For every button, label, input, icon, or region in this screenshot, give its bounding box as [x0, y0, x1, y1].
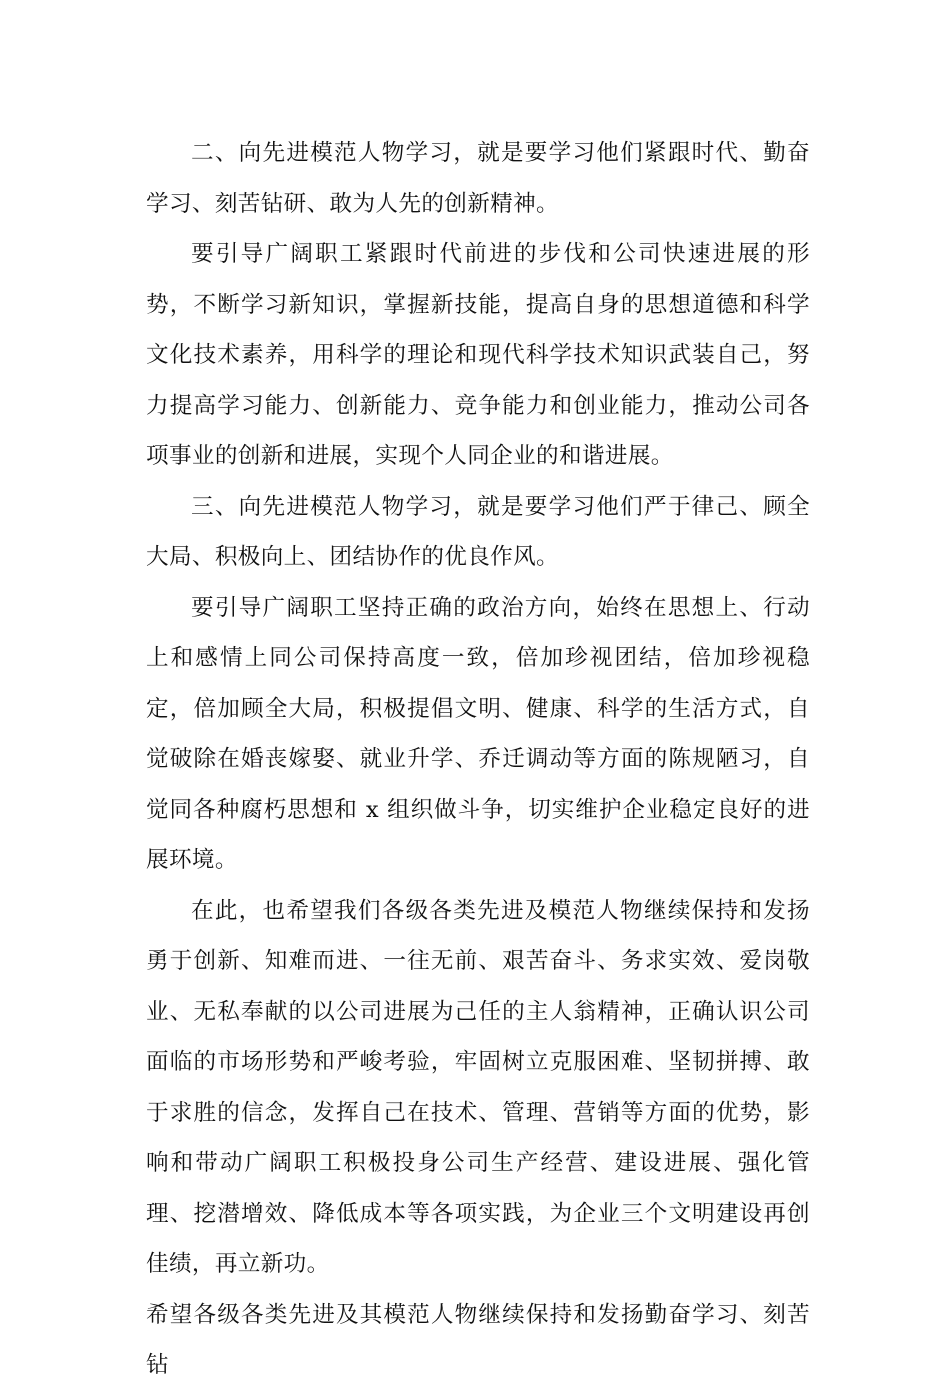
paragraph-section-three-heading: 三、向先进模范人物学习，就是要学习他们严于律己、顾全大局、积极向上、团结协作的优良作风。: [146, 493, 810, 570]
paragraph-closing-hope: 在此，也希望我们各级各类先进及模范人物继续保持和发扬勇于创新、知难而进、一往无前、艰苦奋斗、务求实效、爱岗敬业、无私奉献的以公司进展为己任的主人翁精神，正确认识公司面临的市场形势和严峻考验，牢固树立克服困难、坚韧拼搏、敢于求胜的信念，发挥自己在技术、管理、营销等方面的优势，影响和带动广阔职工积极投身公司生产经营、建设进展、强化管理、挖潜增效、降低成本等各项实践，为企业三个文明建设再创佳绩，再立新功。: [146, 897, 810, 1277]
paragraph-section-two-body: 要引导广阔职工紧跟时代前进的步伐和公司快速进展的形势，不断学习新知识，掌握新技能，提高自身的思想道德和科学文化技术素养，用科学的理论和现代科学技术知识武装自己，努力提高学习能力、创新能力、竞争能力和创业能力，推动公司各项事业的创新和进展，实现个人同企业的和谐进展。: [146, 241, 810, 469]
document-body: [146, 128, 810, 1391]
paragraph-continuation: 希望各级各类先进及其模范人物继续保持和发扬勤奋学习、刻苦钻: [146, 1301, 810, 1378]
paragraph-section-two-heading: 二、向先进模范人物学习，就是要学习他们紧跟时代、勤奋学习、刻苦钻研、敢为人先的创新精神。: [146, 140, 810, 217]
paragraph-section-three-body: 要引导广阔职工坚持正确的政治方向，始终在思想上、行动上和感情上同公司保持高度一致，倍加珍视团结，倍加珍视稳定，倍加顾全大局，积极提倡文明、健康、科学的生活方式，自觉破除在婚丧嫁娶、就业升学、乔迁调动等方面的陈规陋习，自觉同各种腐朽思想和 x 组织做斗争，切实维护企业稳定良好的进展环境。: [146, 594, 810, 873]
